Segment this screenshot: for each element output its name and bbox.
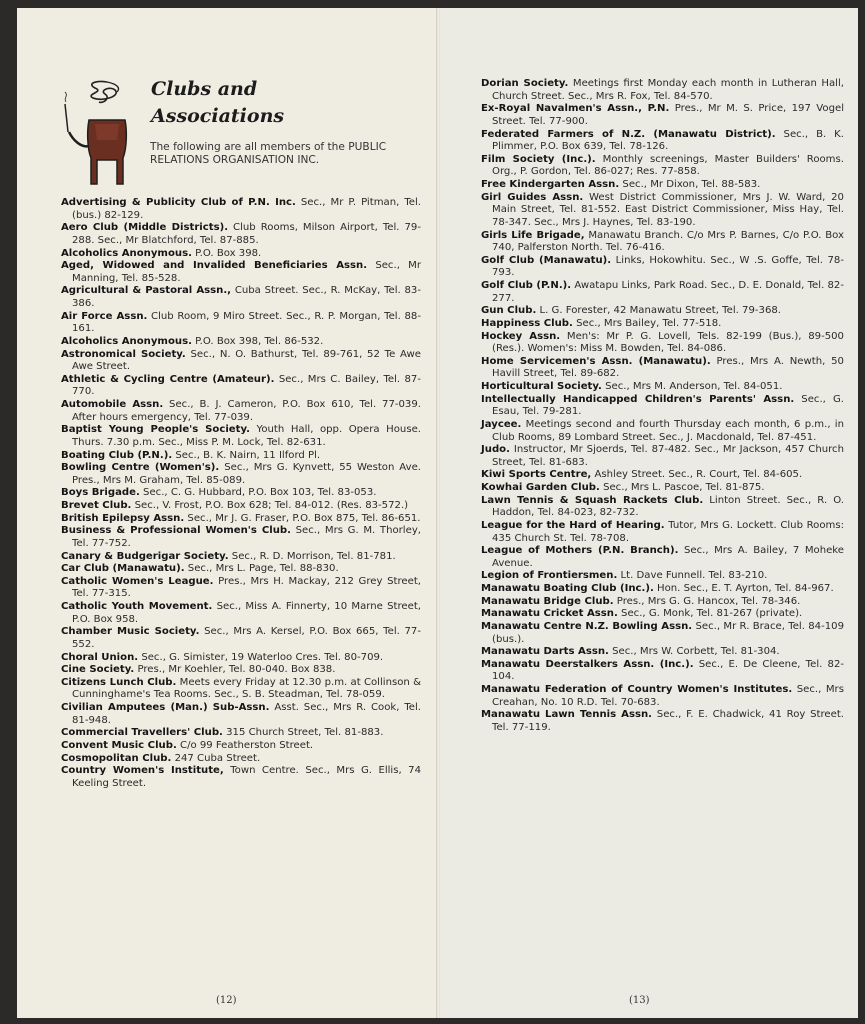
entry-name: Alcoholics Anonymous. [61, 247, 192, 259]
directory-entry [61, 248, 421, 261]
left-page [17, 8, 437, 1018]
entry-detail: P.O. Box 398. [195, 247, 262, 259]
entry-name: Federated Farmers of N.Z. (Manawatu District). [481, 128, 776, 140]
page-number-right: (13) [629, 995, 650, 1006]
entry-name: Manawatu Federation of Country Women's Institutes. [481, 684, 793, 695]
entry-name: Air Force Assn. [61, 310, 148, 322]
entry-detail: Ashley Street. Sec., R. Court, Tel. 84-605. [594, 469, 803, 481]
directory-entry [481, 520, 844, 545]
directory-entry [481, 570, 844, 583]
entry-name: Girls Life Brigade, [481, 229, 585, 241]
page-number-left: (12) [216, 995, 237, 1006]
entry-detail: Hon. Sec., E. T. Ayrton, Tel. 84-967. [657, 583, 834, 594]
entry-detail: Sec., R. D. Morrison, Tel. 81-781. [231, 550, 396, 562]
entry-detail: Sec., Mrs A. Bailey, 7 Moheke Avenue. [492, 545, 845, 569]
directory-entry [61, 336, 421, 349]
entry-detail: 247 Cuba Street. [174, 752, 261, 764]
directory-entry [481, 709, 844, 734]
directory-entry [481, 646, 844, 659]
entry-detail: C/o 99 Featherston Street. [180, 739, 314, 751]
right-page [440, 8, 858, 1018]
entry-detail: Sec., Mr P. Pitman, Tel. (bus.) 82-129. [72, 197, 421, 221]
entry-detail: Sec., Mr Manning, Tel. 85-528. [72, 260, 421, 284]
entry-name: Cine Society. [61, 664, 135, 676]
directory-entry [61, 576, 421, 601]
entry-name: Convent Music Club. [61, 739, 177, 751]
directory-entry [61, 740, 421, 753]
entry-name: British Epilepsy Assn. [61, 512, 185, 524]
directory-entry [61, 311, 421, 336]
directory-entry [61, 765, 421, 790]
entry-name: Catholic Youth Movement. [61, 601, 213, 612]
directory-entry [61, 500, 421, 513]
directory-entry [61, 601, 421, 626]
entry-name: Bowling Centre (Women's). [61, 462, 220, 474]
directory-entry [61, 462, 421, 487]
entry-detail: Sec., E. De Cleene, Tel. 82-104. [492, 658, 845, 683]
entry-name: Dorian Society. [481, 78, 569, 89]
entry-name: Brevet Club. [61, 500, 132, 511]
entry-name: Girl Guides Assn. [481, 191, 584, 203]
entry-name: Chamber Music Society. [61, 626, 200, 638]
entry-detail: Sec., C. G. Hubbard, P.O. Box 103, Tel. 83-053. [143, 487, 377, 499]
entry-name: Jaycee. [481, 418, 522, 430]
directory-entry [61, 753, 421, 766]
directory-entry [481, 684, 844, 709]
entry-detail: P.O. Box 398, Tel. 86-532. [195, 335, 324, 347]
directory-entry [481, 129, 844, 154]
entry-detail: Meets every Friday at 12.30 p.m. at Collinson & Cunninghame's Tea Rooms. Sec., S. B. Steadman, Tel. 78-059. [72, 676, 421, 701]
entry-detail: Youth Hall, opp. Opera House. Thurs. 7.30 p.m. Sec., Miss P. M. Lock, Tel. 82-631. [72, 424, 421, 448]
entry-detail: Sec., Mr J. G. Fraser, P.O. Box 875, Tel. 86-651. [187, 512, 421, 524]
entry-detail: Sec., Mrs M. Anderson, Tel. 84-051. [605, 381, 783, 392]
directory-entry [481, 545, 844, 570]
entry-detail: Instructor, Mr Sjoerds, Tel. 87-482. Sec., Mr Jackson, 457 Church Street, Tel. 81-683. [492, 444, 845, 468]
entry-detail: Sec., Mr R. Brace, Tel. 84-109 (bus.). [492, 620, 844, 645]
entry-name: Citizens Lunch Club. [61, 676, 177, 688]
entry-detail: Town Centre. Sec., Mrs G. Ellis, 74 Keeling Street. [72, 765, 422, 789]
entry-detail: Monthly screenings, Master Builders' Rooms. Org., P. Gordon, Tel. 86-027; Res. 77-858. [492, 153, 844, 178]
entry-name: Golf Club (Manawatu). [481, 254, 612, 266]
entry-name: Manawatu Cricket Assn. [481, 608, 618, 620]
directory-entry [481, 280, 844, 305]
directory-entry [481, 596, 844, 609]
directory-list-left [61, 197, 421, 790]
heading-line-1: Clubs and [151, 78, 258, 100]
entry-name: Agricultural & Pastoral Assn., [61, 285, 232, 297]
entry-name: Cosmopolitan Club. [61, 752, 172, 764]
entry-detail: Sec., Miss A. Finnerty, 10 Marne Street, P.O. Box 958. [72, 601, 421, 625]
directory-entry [61, 285, 421, 310]
directory-entry [61, 424, 421, 449]
directory-entry [481, 356, 844, 381]
directory-entry [481, 78, 844, 103]
entry-detail: West District Commissioner, Mrs J. W. Ward, 20 Main Street, Tel. 81-552. East District Commissioner, Miss Hay, Tel. 78-347. Sec., Mrs J. Haynes, Tel. 83-190. [492, 191, 844, 228]
directory-entry [481, 192, 844, 230]
entry-detail: Sec., F. E. Chadwick, 41 Roy Street. Tel. 77-119. [492, 709, 844, 733]
entry-detail: Sec., G. Monk, Tel. 81-267 (private). [621, 608, 803, 620]
page-heading [151, 76, 284, 130]
entry-detail: Sec., Mrs G. Kynvett, 55 Weston Ave. Pres., Mrs M. Graham, Tel. 85-089. [72, 462, 421, 486]
entry-name: Manawatu Darts Assn. [481, 646, 609, 658]
entry-detail: Linton Street. Sec., R. O. Haddon, Tel. 84-023, 82-732. [492, 494, 844, 519]
directory-entry [61, 399, 421, 424]
entry-name: Boating Club (P.N.). [61, 449, 173, 461]
intro-text: The following are all members of the PUBLIC RELATIONS ORGANISATION INC. [150, 141, 387, 166]
entry-detail: Sec., B. J. Cameron, P.O. Box 610, Tel. 77-039. After hours emergency, Tel. 77-039. [72, 399, 421, 423]
directory-entry [481, 179, 844, 192]
entry-name: Choral Union. [61, 651, 139, 663]
entry-name: Astronomical Society. [61, 348, 186, 360]
entry-name: Business & Professional Women's Club. [61, 525, 291, 537]
entry-name: Manawatu Lawn Tennis Assn. [481, 709, 653, 721]
entry-name: Automobile Assn. [61, 399, 164, 410]
directory-entry [61, 702, 421, 727]
entry-detail: Pres., Mr M. S. Price, 197 Vogel Street. Tel. 77-900. [492, 103, 844, 127]
directory-entry [61, 727, 421, 740]
entry-detail: Sec., V. Frost, P.O. Box 628; Tel. 84-012. (Res. 83-572.) [134, 500, 409, 511]
entry-detail: Sec., Mrs A. Kersel, P.O. Box 665, Tel. 77-552. [72, 626, 421, 650]
entry-name: Ex-Royal Navalmen's Assn., P.N. [481, 103, 670, 115]
entry-name: Free Kindergarten Assn. [481, 179, 620, 190]
entry-name: Commercial Travellers' Club. [61, 727, 223, 739]
entry-name: Baptist Young People's Society. [61, 424, 250, 436]
entry-detail: Asst. Sec., Mrs R. Cook, Tel. 81-948. [72, 702, 421, 726]
entry-name: Judo. [481, 444, 510, 456]
entry-name: Hockey Assn. [481, 330, 561, 342]
entry-detail: Sec., B. K. Plimmer, P.O. Box 639, Tel. 78-126. [492, 128, 845, 153]
entry-name: Athletic & Cycling Centre (Amateur). [61, 373, 275, 385]
entry-detail: Men's: Mr P. G. Lovell, Tels. 82-199 (Bus.), 89-500 (Res.). Women's: Miss M. Bowden, Tel. 84-086. [492, 330, 844, 355]
directory-entry [61, 197, 421, 222]
entry-detail: Sec., B. K. Nairn, 11 Ilford Pl. [175, 449, 321, 461]
directory-entry [481, 154, 844, 179]
entry-detail: Meetings first Monday each month in Lutheran Hall, Church Street. Sec., Mrs R. Fox, Tel. 84-570. [492, 78, 844, 102]
directory-entry [61, 374, 421, 399]
entry-name: Country Women's Institute, [61, 765, 224, 777]
entry-name: Film Society (Inc.). [481, 153, 596, 165]
directory-entry [481, 103, 844, 128]
heading-line-2: Associations [151, 105, 285, 127]
entry-name: Advertising & Publicity Club of P.N. Inc. [61, 197, 296, 208]
entry-detail: Club Room, 9 Miro Street. Sec., R. P. Morgan, Tel. 88-161. [72, 310, 421, 335]
entry-name: Happiness Club. [481, 317, 573, 329]
entry-name: Lawn Tennis & Squash Rackets Club. [481, 494, 704, 506]
directory-entry [481, 621, 844, 646]
entry-name: Boys Brigade. [61, 487, 140, 499]
directory-entry [481, 318, 844, 331]
entry-detail: Pres., Mr Koehler, Tel. 80-040. Box 838. [137, 664, 336, 676]
entry-detail: Pres., Mrs H. Mackay, 212 Grey Street, Tel. 77-315. [72, 575, 421, 600]
entry-name: Horticultural Society. [481, 381, 602, 392]
entry-name: Manawatu Deerstalkers Assn. (Inc.). [481, 658, 694, 670]
entry-name: Catholic Women's League. [61, 575, 214, 587]
entry-name: Kiwi Sports Centre, [481, 469, 592, 481]
directory-entry [61, 525, 421, 550]
entry-name: Canary & Budgerigar Society. [61, 550, 229, 562]
directory-entry [61, 260, 421, 285]
entry-name: Intellectually Handicapped Children's Parents' Assn. [481, 393, 795, 405]
entry-detail: Sec., Mrs Creahan, No. 10 R.D. Tel. 70-683. [492, 684, 844, 708]
entry-detail: Lt. Dave Funnell. Tel. 83-210. [620, 570, 768, 582]
directory-entry [481, 230, 844, 255]
directory-entry [61, 222, 421, 247]
entry-detail: Cuba Street. Sec., R. McKay, Tel. 83-386. [72, 285, 421, 309]
entry-name: Car Club (Manawatu). [61, 563, 185, 575]
directory-entry [61, 626, 421, 651]
directory-entry [481, 469, 844, 482]
entry-detail: 315 Church Street, Tel. 81-883. [226, 727, 384, 739]
entry-detail: Sec., Mrs L. Page, Tel. 88-830. [187, 563, 339, 575]
entry-name: Manawatu Centre N.Z. Bowling Assn. [481, 620, 693, 632]
directory-list-right [481, 78, 844, 735]
entry-detail: Awatapu Links, Park Road. Sec., D. E. Donald, Tel. 82-277. [492, 280, 844, 304]
entry-name: Manawatu Bridge Club. [481, 595, 614, 607]
directory-entry [61, 349, 421, 374]
directory-entry [61, 563, 421, 576]
entry-name: Alcoholics Anonymous. [61, 335, 192, 347]
entry-detail: Sec., Mrs Bailey, Tel. 77-518. [576, 317, 722, 329]
directory-entry [481, 255, 844, 280]
directory-entry [61, 677, 421, 702]
smoking-chair-icon [59, 78, 139, 193]
entry-name: League of Mothers (P.N. Branch). [481, 545, 679, 557]
entry-detail: Sec., Mr Dixon, Tel. 88-583. [622, 179, 761, 190]
directory-entry [481, 394, 844, 419]
directory-entry [61, 513, 421, 526]
entry-name: Legion of Frontiersmen. [481, 570, 618, 582]
entry-name: League for the Hard of Hearing. [481, 519, 665, 531]
entry-detail: Sec., Mrs L. Pascoe, Tel. 81-875. [603, 482, 765, 493]
directory-entry [481, 608, 844, 621]
directory-entry [61, 551, 421, 564]
entry-name: Golf Club (P.N.). [481, 280, 572, 291]
entry-detail: Tutor, Mrs G. Lockett. Club Rooms: 435 Church St. Tel. 78-708. [492, 519, 844, 544]
directory-entry [481, 659, 844, 684]
directory-entry [481, 331, 844, 356]
directory-entry [61, 450, 421, 463]
entry-detail: Links, Hokowhitu. Sec., W .S. Goffe, Tel. 78-793. [492, 254, 844, 279]
entry-name: Home Servicemen's Assn. (Manawatu). [481, 355, 711, 367]
entry-detail: Sec., N. O. Bathurst, Tel. 89-761, 52 Te Awe Awe Street. [72, 348, 421, 373]
directory-entry [481, 305, 844, 318]
entry-detail: Manawatu Branch. C/o Mrs P. Barnes, C/o P.O. Box 740, Palferston North. Tel. 76-416. [492, 229, 844, 254]
directory-entry [61, 652, 421, 665]
directory-entry [481, 444, 844, 469]
directory-entry [481, 495, 844, 520]
entry-detail: Sec., G. Esau, Tel. 79-281. [492, 393, 844, 418]
entry-detail: Club Rooms, Milson Airport, Tel. 79-288. Sec., Mr Blatchford, Tel. 87-885. [72, 222, 421, 246]
directory-entry [481, 419, 844, 444]
directory-entry [61, 664, 421, 677]
directory-entry [61, 487, 421, 500]
entry-detail: Sec., Mrs C. Bailey, Tel. 87-770. [72, 373, 421, 398]
directory-entry [481, 583, 844, 596]
entry-detail: Pres., Mrs A. Newth, 50 Havill Street, Tel. 89-682. [492, 355, 844, 380]
entry-detail: Sec., Mrs G. M. Thorley, Tel. 77-752. [72, 525, 421, 549]
entry-name: Manawatu Boating Club (Inc.). [481, 583, 654, 594]
entry-detail: Sec., G. Simister, 19 Waterloo Cres. Tel. 80-709. [141, 651, 384, 663]
directory-entry [481, 381, 844, 394]
entry-detail: L. G. Forester, 42 Manawatu Street, Tel. 79-368. [539, 305, 782, 317]
entry-detail: Pres., Mrs G. G. Hancox, Tel. 78-346. [616, 595, 801, 607]
entry-detail: Meetings second and fourth Thursday each month, 6 p.m., in Club Rooms, 89 Lombard Street. Sec., J. Macdonald, Tel. 87-451. [492, 418, 844, 443]
entry-detail: Sec., Mrs W. Corbett, Tel. 81-304. [612, 646, 780, 658]
entry-name: Aged, Widowed and Invalided Beneficiaries Assn. [61, 260, 368, 272]
directory-entry [481, 482, 844, 495]
entry-name: Gun Club. [481, 305, 537, 317]
entry-name: Civilian Amputees (Man.) Sub-Assn. [61, 702, 270, 713]
entry-name: Kowhai Garden Club. [481, 482, 600, 493]
entry-name: Aero Club (Middle Districts). [61, 222, 229, 234]
